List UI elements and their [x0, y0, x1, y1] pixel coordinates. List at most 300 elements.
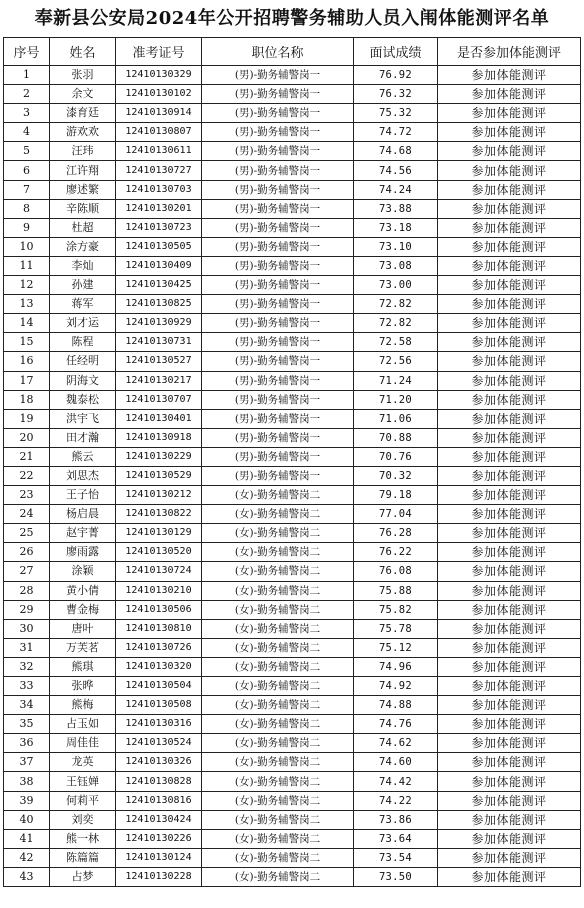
row-index: 19	[4, 409, 50, 428]
row-index: 8	[4, 199, 50, 218]
table-row	[4, 715, 581, 734]
table-row	[4, 104, 581, 123]
table-row	[4, 256, 581, 275]
exam-number: 12410130810	[116, 619, 202, 638]
exam-number: 12410130816	[116, 791, 202, 810]
exam-number: 12410130731	[116, 333, 202, 352]
table-row	[4, 371, 581, 390]
interview-score: 75.88	[354, 581, 438, 600]
fitness-test-status: 参加体能测评	[438, 848, 581, 867]
position-name: (男)-勤务辅警岗一	[202, 333, 354, 352]
position-name: (女)-勤务辅警岗二	[202, 791, 354, 810]
candidate-name: 唐叶	[50, 619, 116, 638]
position-name: (女)-勤务辅警岗二	[202, 867, 354, 886]
position-name: (男)-勤务辅警岗一	[202, 180, 354, 199]
fitness-test-status: 参加体能测评	[438, 180, 581, 199]
table-row	[4, 314, 581, 333]
interview-score: 74.24	[354, 180, 438, 199]
row-index: 27	[4, 562, 50, 581]
candidate-name: 刘思杰	[50, 466, 116, 485]
table-row	[4, 161, 581, 180]
position-name: (男)-勤务辅警岗一	[202, 466, 354, 485]
row-index: 7	[4, 180, 50, 199]
interview-score: 71.20	[354, 390, 438, 409]
table-row	[4, 85, 581, 104]
row-index: 40	[4, 810, 50, 829]
candidate-name: 阴海文	[50, 371, 116, 390]
position-name: (男)-勤务辅警岗一	[202, 104, 354, 123]
fitness-test-status: 参加体能测评	[438, 657, 581, 676]
position-name: (女)-勤务辅警岗二	[202, 581, 354, 600]
candidate-name: 熊一林	[50, 829, 116, 848]
exam-number: 12410130929	[116, 314, 202, 333]
exam-number: 12410130129	[116, 524, 202, 543]
exam-number: 12410130707	[116, 390, 202, 409]
position-name: (女)-勤务辅警岗二	[202, 734, 354, 753]
exam-number: 12410130201	[116, 199, 202, 218]
table-row	[4, 237, 581, 256]
exam-number: 12410130506	[116, 600, 202, 619]
candidate-table	[3, 37, 581, 887]
fitness-test-status: 参加体能测评	[438, 791, 581, 810]
position-name: (女)-勤务辅警岗二	[202, 505, 354, 524]
interview-score: 73.50	[354, 867, 438, 886]
position-name: (女)-勤务辅警岗二	[202, 829, 354, 848]
position-name: (男)-勤务辅警岗一	[202, 295, 354, 314]
row-index: 38	[4, 772, 50, 791]
position-name: (男)-勤务辅警岗一	[202, 218, 354, 237]
candidate-name: 任经明	[50, 352, 116, 371]
table-row	[4, 791, 581, 810]
fitness-test-status: 参加体能测评	[438, 734, 581, 753]
fitness-test-status: 参加体能测评	[438, 276, 581, 295]
candidate-name: 洪宇飞	[50, 409, 116, 428]
column-header-fitness-test: 是否参加体能测评	[438, 38, 581, 66]
interview-score: 76.22	[354, 543, 438, 562]
table-row	[4, 619, 581, 638]
interview-score: 71.24	[354, 371, 438, 390]
candidate-name: 李灿	[50, 256, 116, 275]
candidate-name: 涂颖	[50, 562, 116, 581]
row-index: 41	[4, 829, 50, 848]
fitness-test-status: 参加体能测评	[438, 85, 581, 104]
interview-score: 70.32	[354, 466, 438, 485]
fitness-test-status: 参加体能测评	[438, 123, 581, 142]
table-row	[4, 409, 581, 428]
fitness-test-status: 参加体能测评	[438, 524, 581, 543]
interview-score: 74.62	[354, 734, 438, 753]
exam-number: 12410130102	[116, 85, 202, 104]
candidate-name: 熊云	[50, 447, 116, 466]
fitness-test-status: 参加体能测评	[438, 543, 581, 562]
exam-number: 12410130529	[116, 466, 202, 485]
fitness-test-status: 参加体能测评	[438, 199, 581, 218]
fitness-test-status: 参加体能测评	[438, 600, 581, 619]
fitness-test-status: 参加体能测评	[438, 66, 581, 85]
position-name: (女)-勤务辅警岗二	[202, 600, 354, 619]
position-name: (女)-勤务辅警岗二	[202, 524, 354, 543]
candidate-name: 余文	[50, 85, 116, 104]
table-row	[4, 848, 581, 867]
exam-number: 12410130726	[116, 638, 202, 657]
row-index: 24	[4, 505, 50, 524]
candidate-name: 曹金梅	[50, 600, 116, 619]
row-index: 23	[4, 486, 50, 505]
fitness-test-status: 参加体能测评	[438, 867, 581, 886]
table-row	[4, 753, 581, 772]
exam-number: 12410130504	[116, 677, 202, 696]
table-row	[4, 581, 581, 600]
candidate-name: 辛陈顺	[50, 199, 116, 218]
table-row	[4, 600, 581, 619]
row-index: 14	[4, 314, 50, 333]
position-name: (女)-勤务辅警岗二	[202, 562, 354, 581]
candidate-name: 江许翔	[50, 161, 116, 180]
table-row	[4, 677, 581, 696]
interview-score: 76.08	[354, 562, 438, 581]
exam-number: 12410130329	[116, 66, 202, 85]
exam-number: 12410130424	[116, 810, 202, 829]
interview-score: 72.58	[354, 333, 438, 352]
position-name: (女)-勤务辅警岗二	[202, 543, 354, 562]
position-name: (女)-勤务辅警岗二	[202, 715, 354, 734]
table-row	[4, 218, 581, 237]
fitness-test-status: 参加体能测评	[438, 352, 581, 371]
table-row	[4, 142, 581, 161]
row-index: 43	[4, 867, 50, 886]
exam-number: 12410130316	[116, 715, 202, 734]
table-row	[4, 123, 581, 142]
exam-number: 12410130228	[116, 867, 202, 886]
interview-score: 74.96	[354, 657, 438, 676]
column-header-position: 职位名称	[202, 38, 354, 66]
row-index: 5	[4, 142, 50, 161]
exam-number: 12410130724	[116, 562, 202, 581]
table-row	[4, 180, 581, 199]
row-index: 9	[4, 218, 50, 237]
interview-score: 74.88	[354, 696, 438, 715]
table-body	[4, 66, 581, 887]
page-title: 奉新县公安局2024年公开招聘警务辅助人员入闱体能测评名单	[34, 8, 550, 29]
column-header-index: 序号	[4, 38, 50, 66]
row-index: 17	[4, 371, 50, 390]
exam-number: 12410130822	[116, 505, 202, 524]
exam-number: 12410130505	[116, 237, 202, 256]
fitness-test-status: 参加体能测评	[438, 371, 581, 390]
row-index: 2	[4, 85, 50, 104]
interview-score: 74.56	[354, 161, 438, 180]
table-row	[4, 562, 581, 581]
fitness-test-status: 参加体能测评	[438, 295, 581, 314]
candidate-name: 廖述繁	[50, 180, 116, 199]
fitness-test-status: 参加体能测评	[438, 562, 581, 581]
fitness-test-status: 参加体能测评	[438, 619, 581, 638]
column-header-score: 面试成绩	[354, 38, 438, 66]
fitness-test-status: 参加体能测评	[438, 161, 581, 180]
interview-score: 75.32	[354, 104, 438, 123]
position-name: (男)-勤务辅警岗一	[202, 390, 354, 409]
fitness-test-status: 参加体能测评	[438, 696, 581, 715]
candidate-name: 汪玮	[50, 142, 116, 161]
row-index: 6	[4, 161, 50, 180]
row-index: 3	[4, 104, 50, 123]
row-index: 13	[4, 295, 50, 314]
table-row	[4, 352, 581, 371]
interview-score: 76.32	[354, 85, 438, 104]
interview-score: 74.22	[354, 791, 438, 810]
candidate-name: 陈程	[50, 333, 116, 352]
interview-score: 73.18	[354, 218, 438, 237]
row-index: 39	[4, 791, 50, 810]
candidate-name: 王钰婵	[50, 772, 116, 791]
fitness-test-status: 参加体能测评	[438, 409, 581, 428]
row-index: 1	[4, 66, 50, 85]
interview-score: 77.04	[354, 505, 438, 524]
candidate-name: 涂方豪	[50, 237, 116, 256]
row-index: 10	[4, 237, 50, 256]
position-name: (女)-勤务辅警岗二	[202, 810, 354, 829]
candidate-name: 熊琪	[50, 657, 116, 676]
interview-score: 79.18	[354, 486, 438, 505]
fitness-test-status: 参加体能测评	[438, 314, 581, 333]
candidate-name: 龙英	[50, 753, 116, 772]
candidate-name: 张羽	[50, 66, 116, 85]
interview-score: 74.68	[354, 142, 438, 161]
position-name: (男)-勤务辅警岗一	[202, 409, 354, 428]
interview-score: 74.76	[354, 715, 438, 734]
candidate-name: 刘才运	[50, 314, 116, 333]
interview-score: 73.00	[354, 276, 438, 295]
row-index: 34	[4, 696, 50, 715]
exam-number: 12410130703	[116, 180, 202, 199]
fitness-test-status: 参加体能测评	[438, 810, 581, 829]
column-header-name: 姓名	[50, 38, 116, 66]
candidate-name: 陈篇篇	[50, 848, 116, 867]
interview-score: 71.06	[354, 409, 438, 428]
row-index: 37	[4, 753, 50, 772]
exam-number: 12410130914	[116, 104, 202, 123]
candidate-name: 孙建	[50, 276, 116, 295]
position-name: (男)-勤务辅警岗一	[202, 371, 354, 390]
position-name: (男)-勤务辅警岗一	[202, 199, 354, 218]
exam-number: 12410130210	[116, 581, 202, 600]
exam-number: 12410130124	[116, 848, 202, 867]
exam-number: 12410130326	[116, 753, 202, 772]
row-index: 26	[4, 543, 50, 562]
table-row	[4, 772, 581, 791]
position-name: (男)-勤务辅警岗一	[202, 85, 354, 104]
position-name: (男)-勤务辅警岗一	[202, 123, 354, 142]
row-index: 4	[4, 123, 50, 142]
row-index: 18	[4, 390, 50, 409]
row-index: 33	[4, 677, 50, 696]
table-row	[4, 447, 581, 466]
candidate-name: 游欢欢	[50, 123, 116, 142]
position-name: (男)-勤务辅警岗一	[202, 314, 354, 333]
table-row	[4, 276, 581, 295]
candidate-name: 刘奕	[50, 810, 116, 829]
position-name: (男)-勤务辅警岗一	[202, 237, 354, 256]
candidate-name: 杜超	[50, 218, 116, 237]
row-index: 35	[4, 715, 50, 734]
fitness-test-status: 参加体能测评	[438, 753, 581, 772]
fitness-test-status: 参加体能测评	[438, 715, 581, 734]
row-index: 11	[4, 256, 50, 275]
exam-number: 12410130825	[116, 295, 202, 314]
table-row	[4, 466, 581, 485]
position-name: (女)-勤务辅警岗二	[202, 657, 354, 676]
table-row	[4, 524, 581, 543]
table-header-row	[4, 38, 581, 66]
exam-number: 12410130320	[116, 657, 202, 676]
table-row	[4, 486, 581, 505]
exam-number: 12410130524	[116, 734, 202, 753]
exam-number: 12410130226	[116, 829, 202, 848]
exam-number: 12410130807	[116, 123, 202, 142]
table-row	[4, 638, 581, 657]
candidate-name: 熊梅	[50, 696, 116, 715]
interview-score: 73.10	[354, 237, 438, 256]
interview-score: 73.86	[354, 810, 438, 829]
candidate-name: 占梦	[50, 867, 116, 886]
table-row	[4, 867, 581, 886]
fitness-test-status: 参加体能测评	[438, 237, 581, 256]
position-name: (女)-勤务辅警岗二	[202, 772, 354, 791]
position-name: (女)-勤务辅警岗二	[202, 638, 354, 657]
exam-number: 12410130401	[116, 409, 202, 428]
exam-number: 12410130409	[116, 256, 202, 275]
candidate-name: 万芙茗	[50, 638, 116, 657]
fitness-test-status: 参加体能测评	[438, 638, 581, 657]
table-row	[4, 333, 581, 352]
interview-score: 76.28	[354, 524, 438, 543]
fitness-test-status: 参加体能测评	[438, 104, 581, 123]
candidate-name: 田才瀚	[50, 428, 116, 447]
exam-number: 12410130508	[116, 696, 202, 715]
position-name: (男)-勤务辅警岗一	[202, 161, 354, 180]
table-row	[4, 810, 581, 829]
candidate-name: 占玉如	[50, 715, 116, 734]
row-index: 16	[4, 352, 50, 371]
position-name: (男)-勤务辅警岗一	[202, 352, 354, 371]
table-row	[4, 734, 581, 753]
fitness-test-status: 参加体能测评	[438, 466, 581, 485]
interview-score: 74.92	[354, 677, 438, 696]
row-index: 20	[4, 428, 50, 447]
interview-score: 70.76	[354, 447, 438, 466]
table-row	[4, 657, 581, 676]
position-name: (女)-勤务辅警岗二	[202, 486, 354, 505]
exam-number: 12410130520	[116, 543, 202, 562]
fitness-test-status: 参加体能测评	[438, 829, 581, 848]
fitness-test-status: 参加体能测评	[438, 447, 581, 466]
row-index: 31	[4, 638, 50, 657]
fitness-test-status: 参加体能测评	[438, 142, 581, 161]
position-name: (女)-勤务辅警岗二	[202, 753, 354, 772]
row-index: 42	[4, 848, 50, 867]
exam-number: 12410130217	[116, 371, 202, 390]
interview-score: 73.08	[354, 256, 438, 275]
candidate-name: 赵宇菁	[50, 524, 116, 543]
interview-score: 73.54	[354, 848, 438, 867]
column-header-exam-number: 准考证号	[116, 38, 202, 66]
candidate-name: 何莉平	[50, 791, 116, 810]
position-name: (女)-勤务辅警岗二	[202, 696, 354, 715]
candidate-name: 廖雨露	[50, 543, 116, 562]
position-name: (男)-勤务辅警岗一	[202, 256, 354, 275]
table-row	[4, 66, 581, 85]
candidate-name: 周佳佳	[50, 734, 116, 753]
row-index: 30	[4, 619, 50, 638]
position-name: (男)-勤务辅警岗一	[202, 142, 354, 161]
row-index: 36	[4, 734, 50, 753]
candidate-name: 漆育廷	[50, 104, 116, 123]
interview-score: 74.60	[354, 753, 438, 772]
exam-number: 12410130727	[116, 161, 202, 180]
exam-number: 12410130229	[116, 447, 202, 466]
table-row	[4, 295, 581, 314]
fitness-test-status: 参加体能测评	[438, 677, 581, 696]
interview-score: 73.64	[354, 829, 438, 848]
fitness-test-status: 参加体能测评	[438, 772, 581, 791]
row-index: 15	[4, 333, 50, 352]
row-index: 22	[4, 466, 50, 485]
row-index: 12	[4, 276, 50, 295]
position-name: (男)-勤务辅警岗一	[202, 276, 354, 295]
exam-number: 12410130828	[116, 772, 202, 791]
fitness-test-status: 参加体能测评	[438, 486, 581, 505]
interview-score: 75.82	[354, 600, 438, 619]
interview-score: 73.88	[354, 199, 438, 218]
table-row	[4, 543, 581, 562]
exam-number: 12410130611	[116, 142, 202, 161]
row-index: 32	[4, 657, 50, 676]
candidate-name: 张晔	[50, 677, 116, 696]
row-index: 29	[4, 600, 50, 619]
row-index: 25	[4, 524, 50, 543]
table-row	[4, 199, 581, 218]
candidate-name: 杨启晨	[50, 505, 116, 524]
position-name: (女)-勤务辅警岗二	[202, 848, 354, 867]
fitness-test-status: 参加体能测评	[438, 333, 581, 352]
candidate-name: 王子怡	[50, 486, 116, 505]
interview-score: 76.92	[354, 66, 438, 85]
position-name: (女)-勤务辅警岗二	[202, 677, 354, 696]
interview-score: 72.56	[354, 352, 438, 371]
candidate-name: 蒋军	[50, 295, 116, 314]
table-row	[4, 829, 581, 848]
exam-number: 12410130723	[116, 218, 202, 237]
row-index: 21	[4, 447, 50, 466]
interview-score: 75.78	[354, 619, 438, 638]
fitness-test-status: 参加体能测评	[438, 428, 581, 447]
position-name: (男)-勤务辅警岗一	[202, 66, 354, 85]
fitness-test-status: 参加体能测评	[438, 218, 581, 237]
table-row	[4, 696, 581, 715]
position-name: (女)-勤务辅警岗二	[202, 619, 354, 638]
fitness-test-status: 参加体能测评	[438, 505, 581, 524]
exam-number: 12410130212	[116, 486, 202, 505]
interview-score: 74.72	[354, 123, 438, 142]
table-row	[4, 505, 581, 524]
table-row	[4, 428, 581, 447]
position-name: (男)-勤务辅警岗一	[202, 428, 354, 447]
exam-number: 12410130527	[116, 352, 202, 371]
fitness-test-status: 参加体能测评	[438, 581, 581, 600]
interview-score: 70.88	[354, 428, 438, 447]
row-index: 28	[4, 581, 50, 600]
interview-score: 72.82	[354, 295, 438, 314]
